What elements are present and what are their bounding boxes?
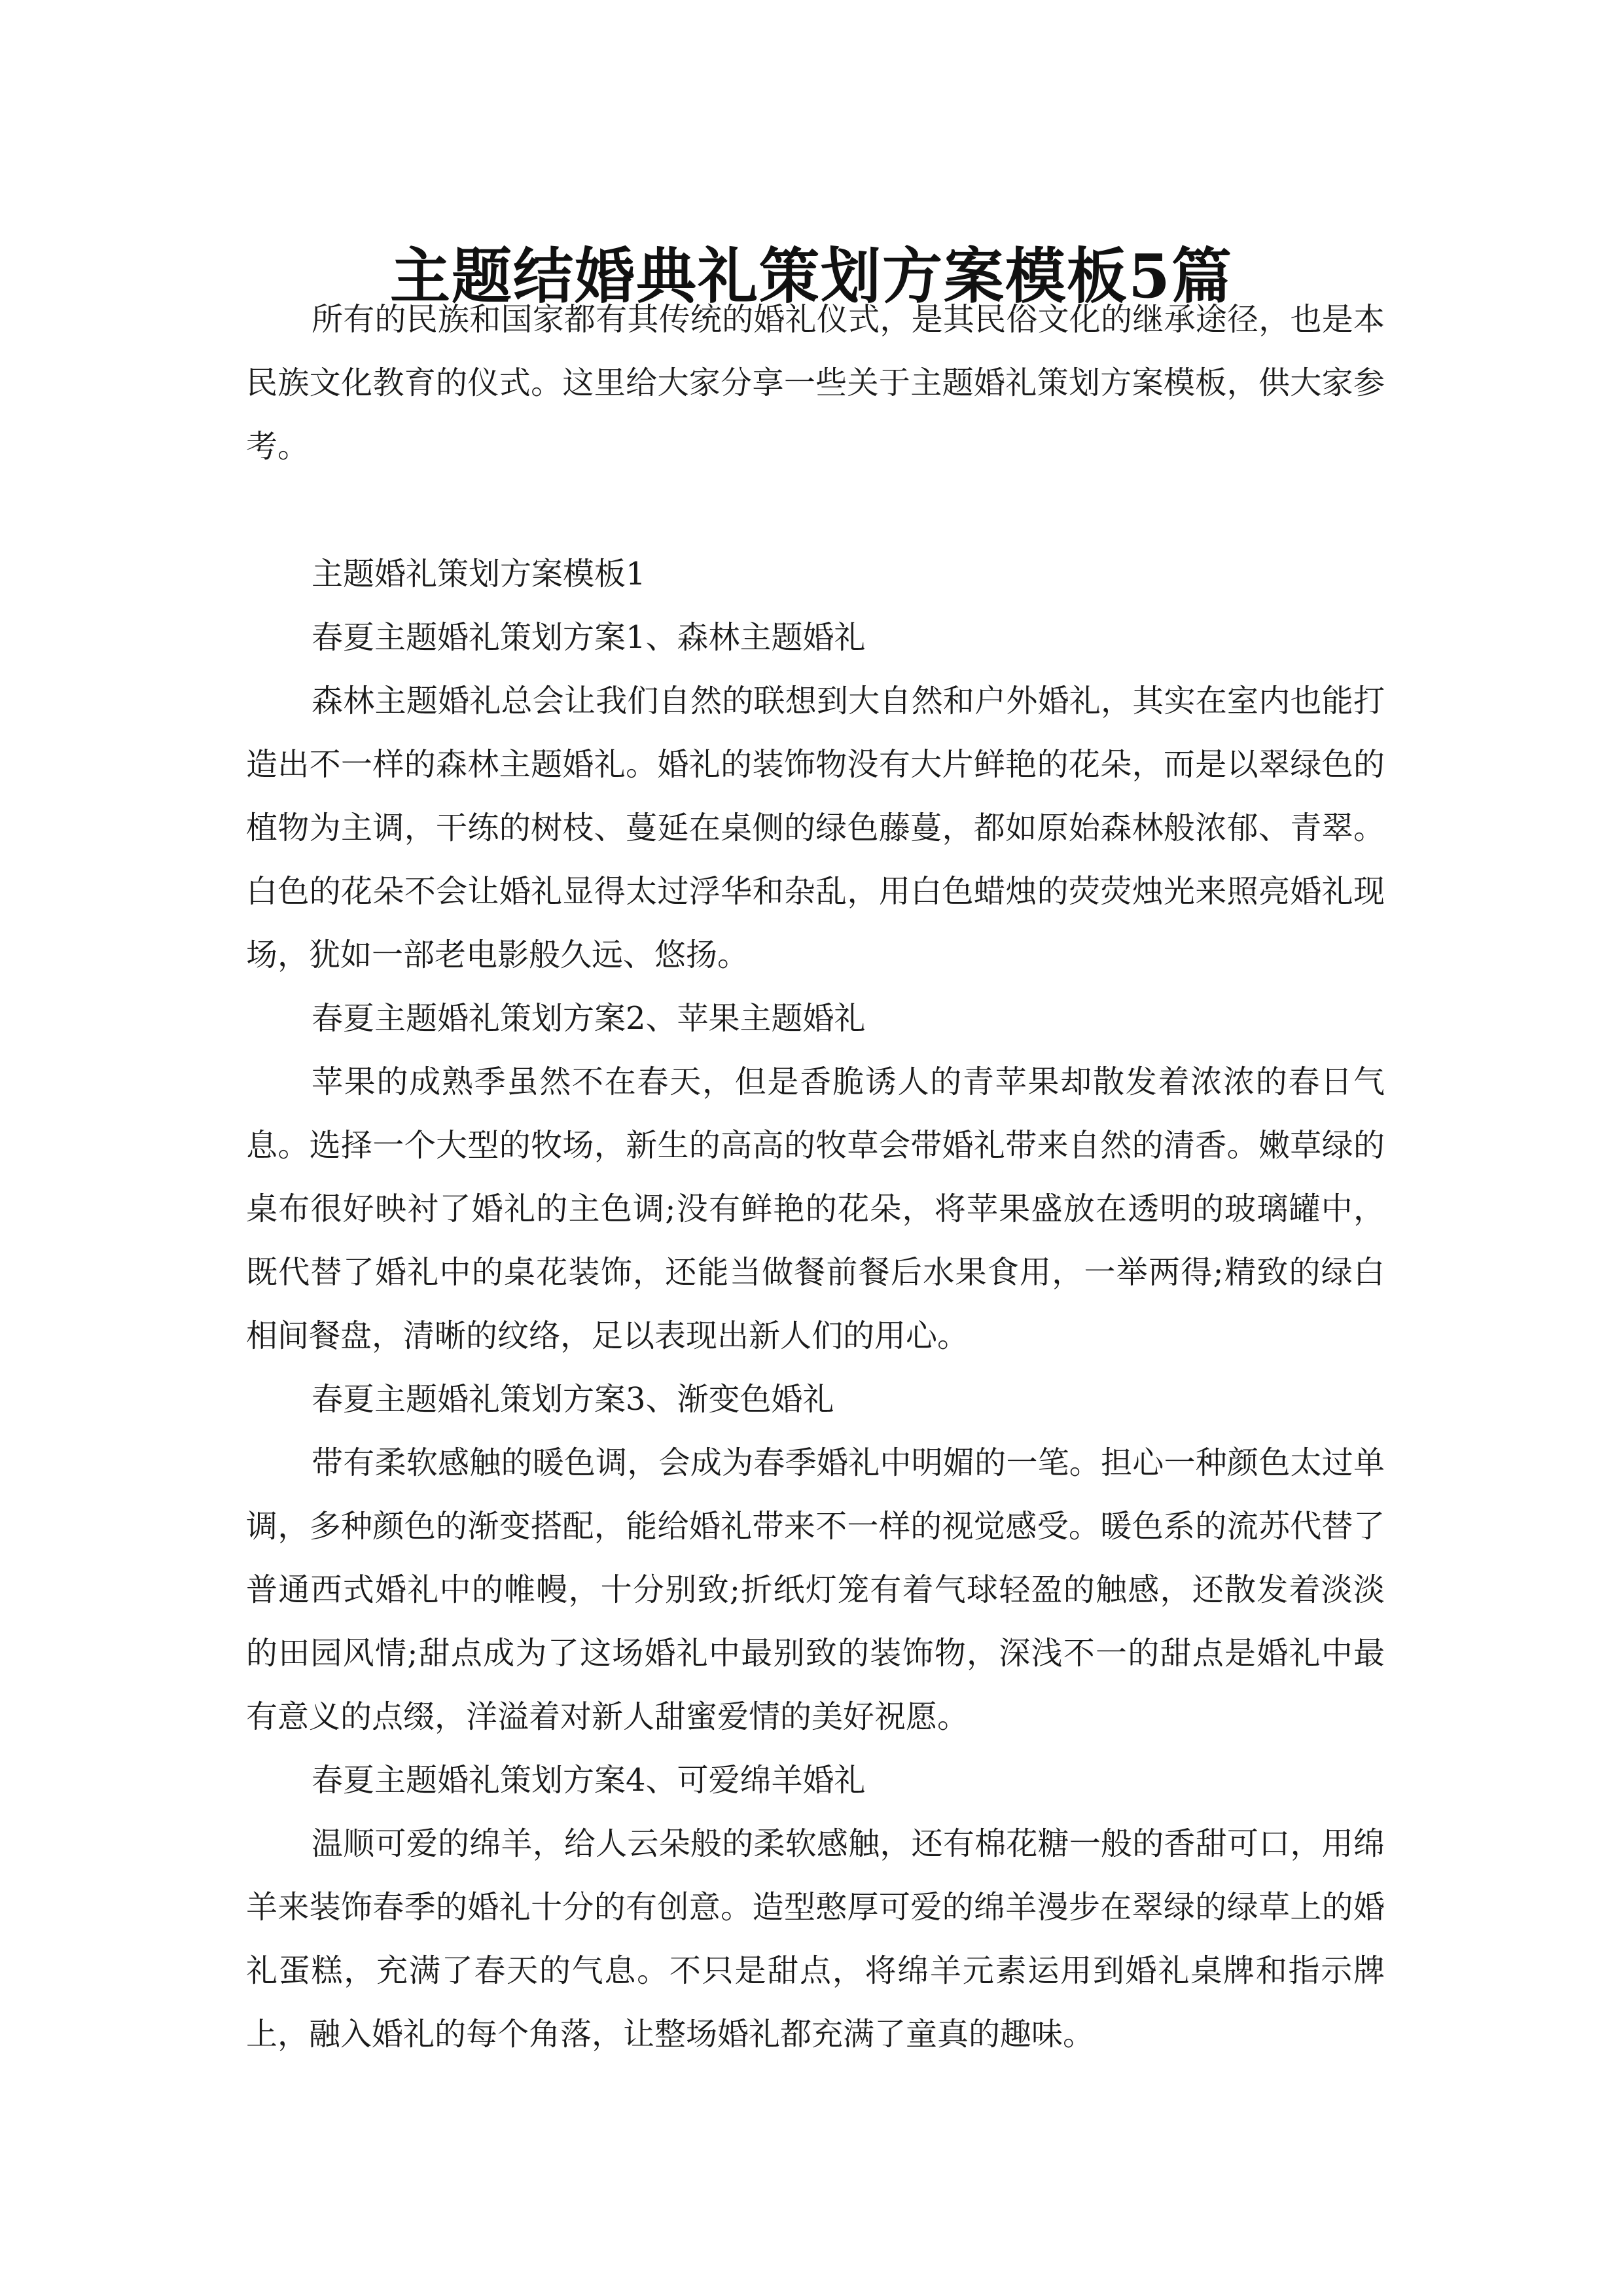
section-spacer xyxy=(246,478,1385,543)
plan-heading-sheep: 春夏主题婚礼策划方案4、可爱绵羊婚礼 xyxy=(312,1762,866,1799)
document-title: 主题结婚典礼策划方案模板5篇 xyxy=(389,240,1233,312)
plan-body-gradient: 带有柔软感触的暖色调，会成为春季婚礼中明媚的一笔。担心一种颜色太过单调，多种颜色的渐变搭配，能给婚礼带来不一样的视觉感受。暖色系的流苏代替了普通西式婚礼中的帷幔，十分别致;折纸灯笼有着气球轻盈的触感，还散发着淡淡的田园风情;甜点成为了这场婚礼中最别致的装饰物，深浅不一的甜点是婚礼中最有意义的点缀，洋溢着对新人甜蜜爱情的美好祝愿。 xyxy=(246,1444,1385,1735)
plan-body-apple: 苹果的成熟季虽然不在春天，但是香脆诱人的青苹果却散发着浓浓的春日气息。选择一个大型的牧场，新生的高高的牧草会带婚礼带来自然的清香。嫩草绿的桌布很好映衬了婚礼的主色调;没有鲜艳的花朵，将苹果盛放在透明的玻璃罐中，既代替了婚礼中的桌花装饰，还能当做餐前餐后水果食用，一举两得;精致的绿白相间餐盘，清晰的纹络，足以表现出新人们的用心。 xyxy=(246,1064,1385,1354)
plan-heading-apple: 春夏主题婚礼策划方案2、苹果主题婚礼 xyxy=(312,1000,866,1037)
plan-heading-forest: 春夏主题婚礼策划方案1、森林主题婚礼 xyxy=(312,619,866,656)
plan-heading-gradient: 春夏主题婚礼策划方案3、渐变色婚礼 xyxy=(312,1381,834,1418)
plan-body-forest: 森林主题婚礼总会让我们自然的联想到大自然和户外婚礼，其实在室内也能打造出不一样的森林主题婚礼。婚礼的装饰物没有大片鲜艳的花朵，而是以翠绿色的植物为主调，干练的树枝、蔓延在桌侧的绿色藤蔓，都如原始森林般浓郁、青翠。白色的花朵不会让婚礼显得太过浮华和杂乱，用白色蜡烛的荧荧烛光来照亮婚礼现场，犹如一部老电影般久远、悠扬。 xyxy=(246,683,1385,973)
plan-body-sheep: 温顺可爱的绵羊，给人云朵般的柔软感触，还有棉花糖一般的香甜可口，用绵羊来装饰春季的婚礼十分的有创意。造型憨厚可爱的绵羊漫步在翠绿的绿草上的婚礼蛋糕，充满了春天的气息。不只是甜点，将绵羊元素运用到婚礼桌牌和指示牌上，融入婚礼的每个角落，让整场婚礼都充满了童真的趣味。 xyxy=(246,1825,1385,2053)
section-heading: 主题婚礼策划方案模板1 xyxy=(312,556,646,592)
document-body xyxy=(246,288,1385,2066)
intro-paragraph: 所有的民族和国家都有其传统的婚礼仪式，是其民俗文化的继承途径，也是本民族文化教育的仪式。这里给大家分享一些关于主题婚礼策划方案模板，供大家参考。 xyxy=(246,301,1385,465)
